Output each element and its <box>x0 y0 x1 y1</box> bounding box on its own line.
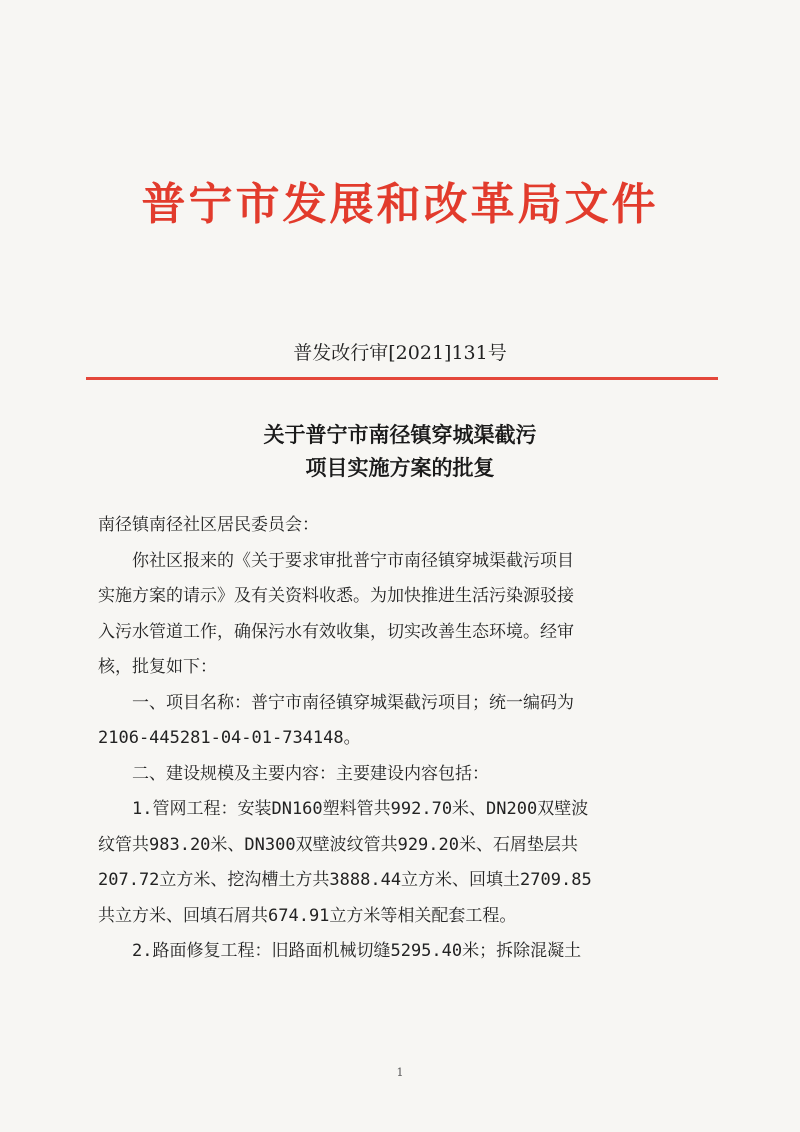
body-line: 你社区报来的《关于要求审批普宁市南径镇穿城渠截污项目 <box>132 550 574 571</box>
red-divider-line <box>86 377 718 380</box>
body-line: 一、项目名称：普宁市南径镇穿城渠截污项目；统一编码为 <box>132 692 574 713</box>
document-header-title: 普宁市发展和改革局文件 <box>141 179 659 230</box>
addressee: 南径镇南径社区居民委员会： <box>98 515 319 535</box>
body-line: 实施方案的请示》及有关资料收悉。为加快推进生活污染源驳接 <box>98 586 574 606</box>
document-subject <box>0 418 800 484</box>
body-line: 2.路面修复工程：旧路面机械切缝5295.40米；拆除混凝土 <box>132 941 582 961</box>
subject-line-2: 项目实施方案的批复 <box>305 455 495 480</box>
body-line: 二、建设规模及主要内容：主要建设内容包括： <box>132 763 489 784</box>
body-line: 共立方米、回填石屑共674.91立方米等相关配套工程。 <box>98 905 517 926</box>
page-number: 1 <box>396 1066 404 1079</box>
document-number: 普发改行审[2021]131号 <box>293 342 507 364</box>
subject-line-1: 关于普宁市南径镇穿城渠截污 <box>263 422 537 447</box>
body-line: 1.管网工程：安装DN160塑料管共992.70米、DN200双壁波 <box>132 799 589 819</box>
body-line: 2106-445281-04-01-734148。 <box>98 728 361 748</box>
body-line: 纹管共983.20米、DN300双壁波纹管共929.20米、石屑垫层共 <box>98 834 578 855</box>
body-line: 核，批复如下： <box>98 657 217 677</box>
body-line: 207.72立方米、挖沟槽土方共3888.44立方米、回填土2709.85 <box>98 870 592 890</box>
document-body <box>98 508 708 970</box>
body-line: 入污水管道工作，确保污水有效收集，切实改善生态环境。经审 <box>98 621 574 642</box>
